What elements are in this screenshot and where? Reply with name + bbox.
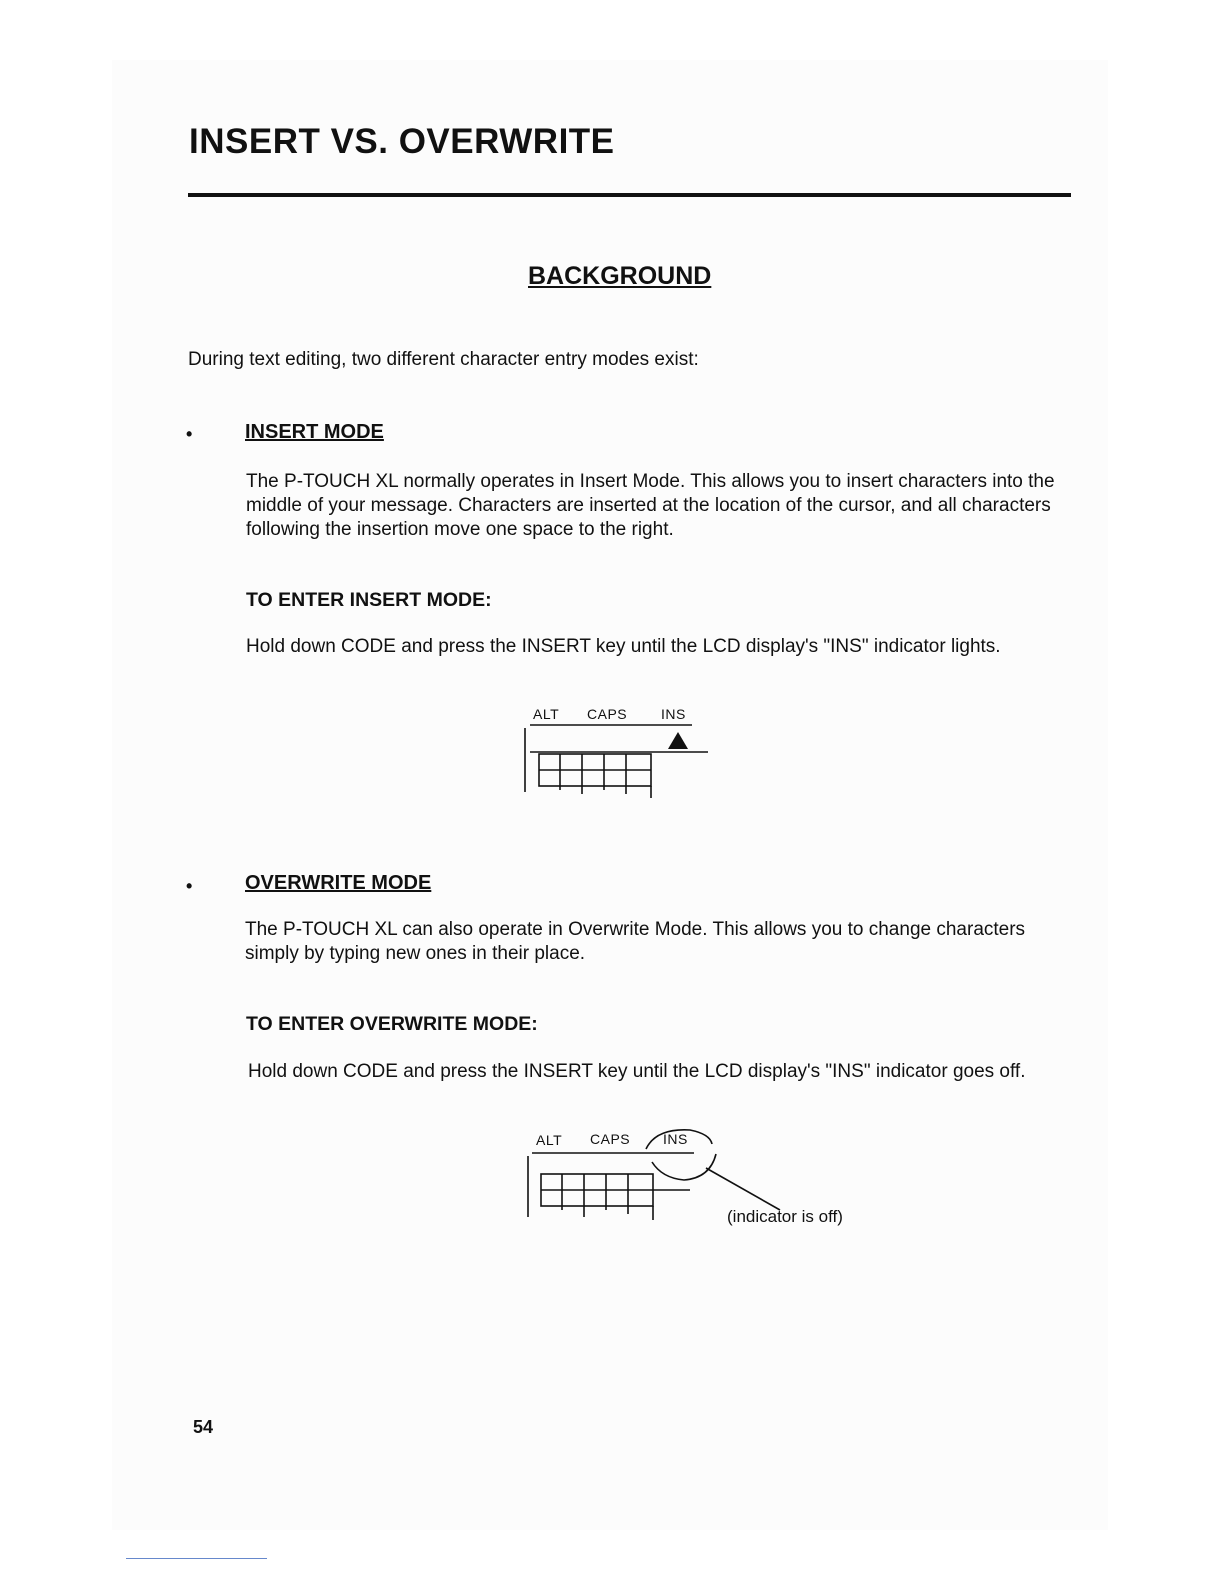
footer-rule (126, 1558, 267, 1559)
callout-pointer (706, 1168, 780, 1210)
lcd-character-cells (539, 754, 651, 798)
section-heading: BACKGROUND (528, 262, 712, 290)
alt-label: ALT (536, 1132, 563, 1148)
title-rule (188, 193, 1071, 197)
insert-mode-subheading: TO ENTER INSERT MODE: (246, 589, 492, 611)
insert-mode-description: The P-TOUCH XL normally operates in Insert Mode. This allows you to insert characters into the middle of your message. Characters are inserted at the location of the cursor, and all characters following the insertion move one space to the right. (246, 471, 1055, 540)
overwrite-mode-subheading: TO ENTER OVERWRITE MODE: (246, 1013, 538, 1035)
ins-label: INS (661, 706, 686, 722)
ins-label: INS (663, 1131, 688, 1147)
alt-label: ALT (533, 706, 560, 722)
overwrite-mode-instruction: Hold down CODE and press the INSERT key until the LCD display's "INS" indicator goes off. (248, 1061, 1026, 1082)
lcd-character-cells (541, 1174, 690, 1220)
insert-mode-heading: INSERT MODE (245, 421, 384, 443)
overwrite-mode-description: The P-TOUCH XL can also operate in Overwrite Mode. This allows you to change characters simply by typing new ones in their place. (245, 919, 1026, 964)
indicator-off-note: (indicator is off) (727, 1207, 843, 1226)
intro-text: During text editing, two different character entry modes exist: (188, 349, 699, 370)
overwrite-mode-heading: OVERWRITE MODE (245, 872, 432, 894)
bullet: • (186, 424, 193, 444)
page-title: INSERT VS. OVERWRITE (189, 122, 615, 161)
lcd-diagram-overwrite (522, 1122, 862, 1232)
ins-indicator-on-icon (668, 732, 688, 749)
page-number: 54 (193, 1417, 214, 1437)
lcd-diagram-insert (520, 702, 720, 807)
caps-label: CAPS (590, 1131, 631, 1147)
caps-label: CAPS (587, 706, 628, 722)
insert-mode-instruction: Hold down CODE and press the INSERT key until the LCD display's "INS" indicator lights. (246, 636, 1001, 657)
bullet: • (186, 876, 193, 896)
